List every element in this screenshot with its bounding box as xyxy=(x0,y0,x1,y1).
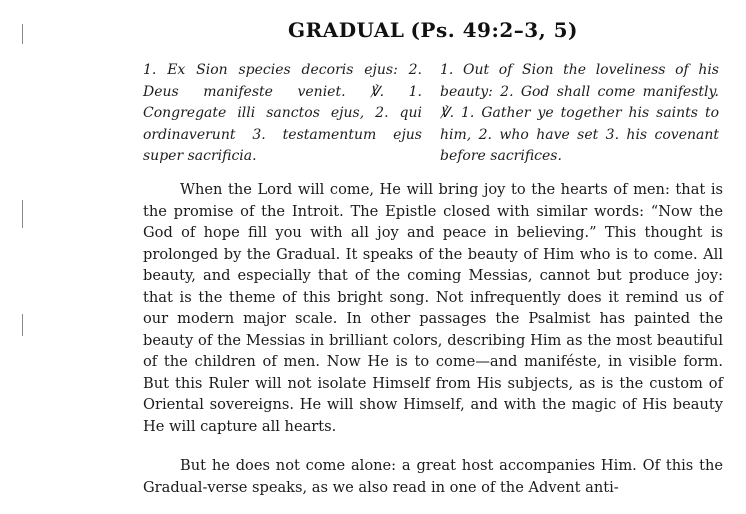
paragraph-text: But he does not come alone: a great host accompanies Him. Of this the Gradual-verse speaks, as we also read in one of the Advent anti- xyxy=(143,457,723,496)
english-gradual-text: 1. Out of Sion the loveliness of his beauty: 2. God shall come manifestly. ℣. 1. Gather ye together his saints to him, 2. who have set 3. his covenant before sacrifices. xyxy=(440,62,719,164)
margin-rule xyxy=(22,200,23,214)
latin-gradual-text: 1. Ex Sion species decoris ejus: 2. Deus manifeste veniet. ℣. 1. Congregate illi sanctos ejus, 2. qui ordinaverunt 3. testamentum ejus super sacrificia. xyxy=(143,62,422,164)
page-title xyxy=(143,18,723,42)
commentary-paragraph-2 xyxy=(143,455,723,498)
commentary-paragraph-1 xyxy=(143,179,723,437)
margin-rule xyxy=(22,24,23,44)
paragraph-text: When the Lord will come, He will bring joy to the hearts of men: that is the promise of the Introit. The Epistle closed with similar words: “Now the God of hope fill you with all joy and peace in believing.” This thought is prolonged by the Gradual. It speaks of the beauty of Him who is to come. All beauty, and especially that of the coming Messias, cannot but produce joy: that is the theme of this bright song. Not infrequently does it remind us of our modern major scale. In other passages the Psalmist has painted the beauty of the Messias in brilliant colors, describing Him as the most beautiful of the children of men. Now He is to come—and maniféste, in visible form. But this Ruler will not isolate Himself from His subjects, as is the custom of Oriental sovereigns. He will show Himself, and with the magic of His beauty He will capture all hearts. xyxy=(143,181,723,435)
psalm-reference: (Ps. 49:2–3, 5) xyxy=(410,18,578,42)
title-text: GRADUAL xyxy=(287,18,405,42)
margin-rule xyxy=(22,214,23,228)
margin-rule xyxy=(22,314,23,336)
